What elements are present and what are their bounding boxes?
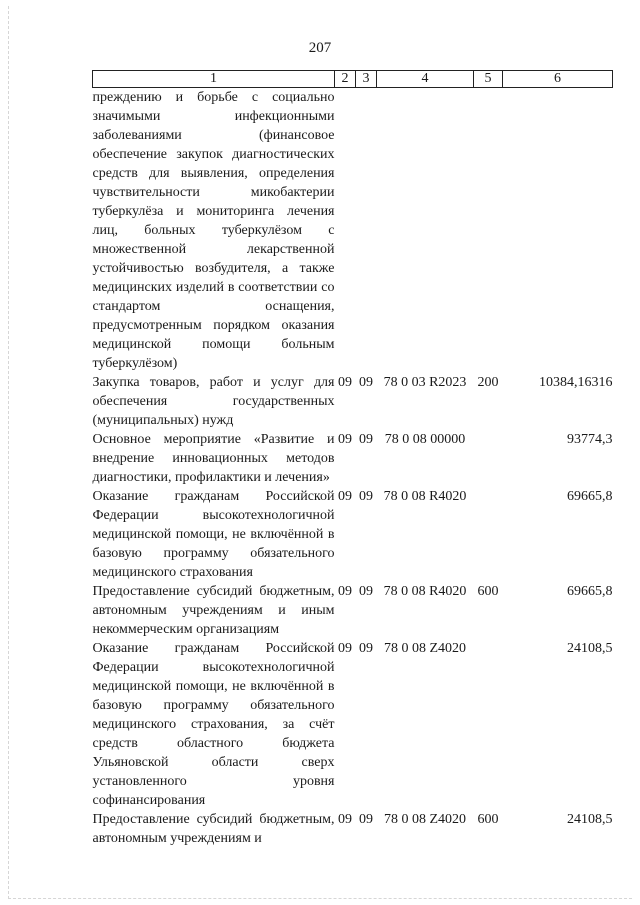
row-rz: 09 (338, 489, 352, 504)
row-vr (474, 88, 503, 374)
header-col-3: 3 (356, 71, 377, 88)
header-col-1: 1 (93, 71, 335, 88)
row-name: Предоставление субсидий бюджетным, автономным учреждениям и иным некоммерческим организациям (92, 584, 335, 637)
row-pr: 09 (359, 812, 373, 827)
row-rz: 09 (338, 812, 352, 827)
row-name: Оказание гражданам Российской Федерации высокотехнологичной медицинской помощи, не включённой в базовую программу обязательного медицинского страхования, за счёт средств областного бюджета Ульяновской области сверх установленного уровня софинансирования (92, 641, 335, 808)
row-rz: 09 (338, 584, 352, 599)
header-col-4: 4 (377, 71, 474, 88)
row-pr (356, 88, 377, 374)
header-col-5: 5 (474, 71, 503, 88)
row-vr (474, 639, 503, 810)
row-pr: 09 (359, 432, 373, 447)
row-sum: 24108,5 (567, 641, 613, 656)
row-sum: 69665,8 (567, 489, 613, 504)
row-vr: 200 (477, 375, 499, 390)
scan-bottom-edge (8, 898, 632, 899)
row-csr: 78 0 08 00000 (384, 432, 466, 447)
row-csr: 78 0 08 R4020 (383, 584, 467, 599)
row-csr: 78 0 08 R4020 (383, 489, 467, 504)
row-name: Оказание гражданам Российской Федерации высокотехнологичной медицинской помощи, не включённой в базовую программу обязательного медицинского страхования (92, 489, 335, 580)
table-header (93, 71, 613, 88)
table-row (93, 582, 613, 639)
row-name: Предоставление субсидий бюджетным, автономным учреждениям и (92, 812, 335, 846)
row-sum: 93774,3 (567, 432, 613, 447)
row-csr: 78 0 03 R2023 (383, 375, 467, 390)
row-sum: 24108,5 (567, 812, 613, 827)
row-rz: 09 (338, 641, 352, 656)
row-pr: 09 (359, 489, 373, 504)
table-row (93, 639, 613, 810)
table-row (93, 430, 613, 487)
row-name: Основное мероприятие «Развитие и внедрение инновационных методов диагностики, профилактики и лечения» (92, 432, 335, 485)
row-vr: 600 (477, 812, 499, 827)
row-pr: 09 (359, 584, 373, 599)
row-csr: 78 0 08 Z4020 (383, 812, 467, 827)
row-name: преждению и борьбе с социально значимыми инфекционными заболеваниями (финансовое обеспечение закупок диагностических средств для выявления, определения чувствительности микобактерии туберкулёза и мониторинга лечения лиц, больных туберкулёзом с множественной лекарственной устойчивостью возбудителя, а также медицинских изделий в соответствии со стандартом оснащения, предусмотренным порядком оказания медицинской помощи больным туберкулёзом) (92, 90, 335, 371)
page-number: 207 (308, 40, 332, 56)
scan-left-edge (8, 6, 9, 899)
row-vr (474, 430, 503, 487)
table-row (93, 810, 613, 848)
table-row (93, 88, 613, 374)
header-col-2: 2 (335, 71, 356, 88)
row-sum (503, 88, 613, 374)
row-sum: 10384,16316 (539, 375, 613, 390)
row-csr: 78 0 08 Z4020 (383, 641, 467, 656)
row-vr: 600 (477, 584, 499, 599)
row-rz: 09 (338, 375, 352, 390)
table-row (93, 373, 613, 430)
row-rz: 09 (338, 432, 352, 447)
row-name: Закупка товаров, работ и услуг для обеспечения государственных (муниципальных) нужд (92, 375, 335, 428)
budget-table (92, 70, 613, 848)
header-col-6: 6 (503, 71, 613, 88)
row-pr: 09 (359, 641, 373, 656)
row-sum: 69665,8 (567, 584, 613, 599)
row-csr (377, 88, 474, 374)
row-pr: 09 (359, 375, 373, 390)
table-row (93, 487, 613, 582)
row-rz (335, 88, 356, 374)
row-vr (474, 487, 503, 582)
